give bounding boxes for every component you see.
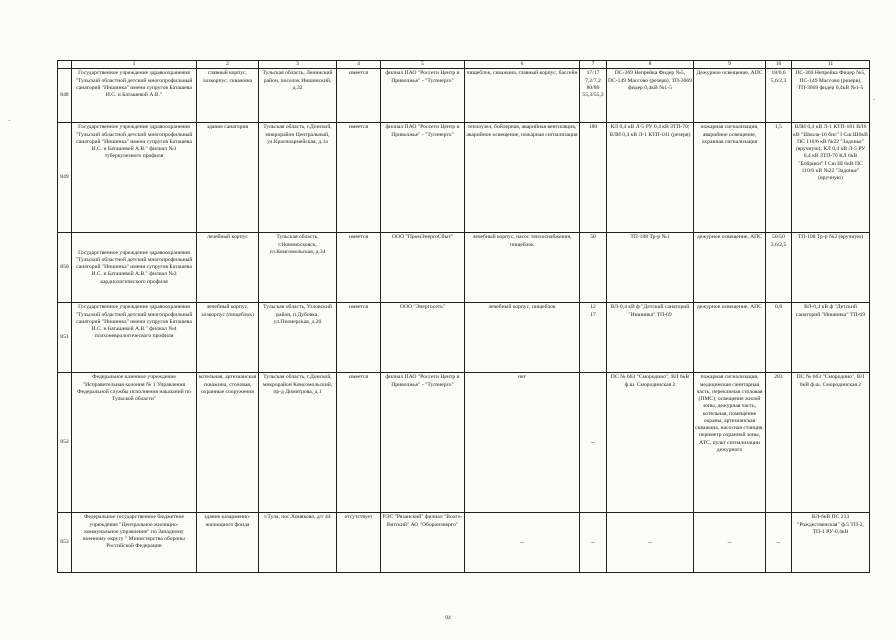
row-number: 849 bbox=[58, 123, 72, 233]
objects-cell: лечебный корпус, хозкорпус (пищеблок) bbox=[197, 303, 259, 373]
header-cell: 1 bbox=[72, 61, 197, 69]
organization-cell: Государственное учреждение здравоохранения "Тульский областной детский многопрофильный санаторий "Иншинка" имени супругов Баташева И.С. и Баташевой А.В." bbox=[72, 69, 197, 123]
systems-cell: Дежурное освещение, АПС bbox=[694, 69, 766, 123]
page-number: 94 bbox=[445, 615, 451, 621]
feed-line-cell: ПС № 663 "Смородино", ВЛ 6кВ ф.ш. Смородинская 2 bbox=[607, 373, 694, 513]
backup-source-cell: имеется bbox=[337, 123, 381, 233]
backup-source-cell: имеется bbox=[337, 233, 381, 303]
address-cell: Тульская область, г.Донской, микрорайон Комсомольский, пр-д Димитрова, д.1 bbox=[259, 373, 337, 513]
power-cell: – bbox=[580, 373, 607, 513]
table-row bbox=[58, 233, 870, 303]
header-cell: 4 bbox=[337, 61, 381, 69]
data-table bbox=[57, 60, 870, 573]
load-cell: 50/50 3,6/2,5 bbox=[766, 233, 792, 303]
supplier-cell: филиал ПАО "Россети Центр и Приволжье" - "Тулэнерго" bbox=[381, 69, 465, 123]
power-cell: 180 bbox=[580, 123, 607, 233]
systems-cell: дежурное освещение, АПС bbox=[694, 303, 766, 373]
address-cell: Тульская область, г.Донской, микрорайон Центральный, ул.Красноармейская, д.1а bbox=[259, 123, 337, 233]
row-number: 848 bbox=[58, 69, 72, 123]
backup-source-cell: имеется bbox=[337, 69, 381, 123]
header-cell: 7 bbox=[580, 61, 607, 69]
header-cell: 9 bbox=[694, 61, 766, 69]
feed-line-cell: ТП-108 Тр-р №1 bbox=[607, 233, 694, 303]
organization-cell: Федеральное государственное бюджетное учреждение "Центральное жилищно-коммунальное управление" по Западному военному округу " Министерства обороны Российской Федерации bbox=[72, 513, 197, 573]
systems-cell: – bbox=[694, 513, 766, 573]
table-row bbox=[58, 69, 870, 123]
supplier-cell: РЭС "Рязанский" филиал "Волго-Вятский" АО "Оборонэнерго" bbox=[381, 513, 465, 573]
reserve-line-cell: ВЛИ 0,4 кВ Л-1 КТП-181 ВЛ6 кВ "Школа-16 бис" I Сш Ш6кВ ПС 110/6 кВ №22 "Задонье" (вручную); КЛ 0,4 кВ Л-5 РУ 0,4 кВ ЗТП-70 КЛ 6кВ "Бобрики" I Сш Ш 6кВ ПС 110/6 кВ №22 "Задонье" (вручную) bbox=[792, 123, 870, 233]
organization-cell: Государственное учреждение здравоохранения "Тульский областной детский многопрофильный санаторий "Иншинка" имени супругов Баташева И.С. и Баташевой А.В." филиал №4 психоневрологического профиля bbox=[72, 303, 197, 373]
power-cell: 17/17 7,2/7,2 80/80 55,3/55,3 bbox=[580, 69, 607, 123]
backup-source-cell: имеется bbox=[337, 303, 381, 373]
critical-loads-cell: пищеблок, скважина, главный корпус, бассейн bbox=[465, 69, 580, 123]
load-cell: – bbox=[766, 513, 792, 573]
organization-cell: Государственное учреждение здравоохранения "Тульский областной детский многопрофильный санаторий "Иншинка" имени супругов Баташева И.С. и Баташевой А.В." филиал №1 туберкулезного профиля bbox=[72, 123, 197, 233]
supplier-cell: филиал ПАО "Россети Центр и Приволжье" - "Тулэнерго" bbox=[381, 373, 465, 513]
feed-line-cell: КЛ 0,4 кВ Л-5 РУ 0,4 кВ ЗТП-70; ВЛИ 0,4 кВ Л-1 КТП-181 (резерв) bbox=[607, 123, 694, 233]
critical-loads-cell: теплоузел, бойлерная, аварийная вентиляция, аварийное освещение, пожарная сигнализация bbox=[465, 123, 580, 233]
reserve-line-cell: ТП-108 Тр-р №2 (вручную) bbox=[792, 233, 870, 303]
header-cell-empty bbox=[58, 61, 72, 69]
header-cell: 2 bbox=[197, 61, 259, 69]
critical-loads-cell: – bbox=[465, 513, 580, 573]
critical-loads-cell: лечебный корпус, пищеблок bbox=[465, 303, 580, 373]
table-row bbox=[58, 123, 870, 233]
table-row bbox=[58, 373, 870, 513]
load-cell: 18/6,6 5,6/2,3 bbox=[766, 69, 792, 123]
reserve-line-cell: ПС № 663 "Смородино", ВЛ 6кВ ф.ш. Смородинская 2 bbox=[792, 373, 870, 513]
header-cell: 10 bbox=[766, 61, 792, 69]
critical-loads-cell: лечебный корпус, насос теплоснабжения, пищеблок bbox=[465, 233, 580, 303]
power-cell: – bbox=[580, 513, 607, 573]
supplier-cell: филиал ПАО "Россети Центр и Приволжье" - "Тулэнерго" bbox=[381, 123, 465, 233]
address-cell: Тульская область, г.Новомосковск, ул.Комсомольская, д.34 bbox=[259, 233, 337, 303]
margin-dot-right: · bbox=[873, 96, 876, 104]
feed-line-cell: – bbox=[607, 513, 694, 573]
header-cell: 6 bbox=[465, 61, 580, 69]
load-cell: 0,8 bbox=[766, 303, 792, 373]
objects-cell: котельная, артезианская скважина, столовая, охранные сооружения bbox=[197, 373, 259, 513]
critical-loads-cell: нет bbox=[465, 373, 580, 513]
load-cell: 1,5 bbox=[766, 123, 792, 233]
header-cell: 11 bbox=[792, 61, 870, 69]
organization-cell: Федеральное казенное учреждение "Исправительная колония № 1 Управления Федеральной службы исполнения наказаний по Тульской области" bbox=[72, 373, 197, 513]
header-cell: 3 bbox=[259, 61, 337, 69]
address-cell: Тульская область, Узловский район, п.Дубовка, ул.Пионерская, д.20 bbox=[259, 303, 337, 373]
reserve-line-cell: ВЛ-0,4 кВ ф "Детский санаторий "Иншинка" ТП-69 bbox=[792, 303, 870, 373]
backup-source-cell: имеется bbox=[337, 373, 381, 513]
supplier-cell: ООО "Энергосеть" bbox=[381, 303, 465, 373]
objects-cell: главный корпус, хозкорпус, скважина bbox=[197, 69, 259, 123]
address-cell: г.Тула, пос.Хомяково, д/г 44 bbox=[259, 513, 337, 573]
power-cell: 12 17 bbox=[580, 303, 607, 373]
row-number: 850 bbox=[58, 233, 72, 303]
load-cell: 283 bbox=[766, 373, 792, 513]
reserve-line-cell: ВЛ-6кВ ПС 213 "Рождественская" ф.5 ТП-2, ТП-1 РУ-0,4кВ bbox=[792, 513, 870, 573]
objects-cell: лечебный корпус bbox=[197, 233, 259, 303]
header-row bbox=[58, 61, 870, 69]
supplier-cell: ООО "ПромЭнергоСбыт" bbox=[381, 233, 465, 303]
backup-source-cell: отсутствует bbox=[337, 513, 381, 573]
table-row bbox=[58, 513, 870, 573]
header-cell: 8 bbox=[607, 61, 694, 69]
address-cell: Тульская область, Ленинский район, поселок Иншинский, д.32 bbox=[259, 69, 337, 123]
header-cell: 5 bbox=[381, 61, 465, 69]
organization-cell: Государственное учреждение здравоохранения "Тульский областной детский многопрофильный санаторий "Иншинка" имени супругов Баташева И.С. и Баташевой А.В." филиал №3 кардиологического профиля bbox=[72, 233, 197, 303]
objects-cell: здание санатория bbox=[197, 123, 259, 233]
row-number: 852 bbox=[58, 373, 72, 513]
systems-cell: пожарная сигнализация, медицинская санитарная часть, переключая столовая (ПМС), освещение жилой зоны, дежурная часть, котельная, помещение охраны, артезианская скважина, насосная станция, периметр охранной зоны, АТС, пульт сигнализации дежурного bbox=[694, 373, 766, 513]
row-number: 851 bbox=[58, 303, 72, 373]
systems-cell: пожарная сигнализация, аварийное освещение, охранная сигнализация bbox=[694, 123, 766, 233]
feed-line-cell: ПС-369 Непрейка Фидер №5, ПС-149 Массово (резерв), ТП-3069 фидер 0,4кВ №1-5 bbox=[607, 69, 694, 123]
systems-cell: дежурное освещение, АПС bbox=[694, 233, 766, 303]
margin-dot-left: · bbox=[8, 117, 11, 125]
reserve-line-cell: ПС-369 Непрейка Фидер №5, ПС-149 Массово (резерв), ТП-3069 фидер 0,4кВ №1-5 bbox=[792, 69, 870, 123]
table-row bbox=[58, 303, 870, 373]
power-cell: 50 bbox=[580, 233, 607, 303]
row-number: 853 bbox=[58, 513, 72, 573]
feed-line-cell: ВЛ-0,4 кВ ф "Детский санаторий "Иншинка" ТП-69 bbox=[607, 303, 694, 373]
objects-cell: здание казарменно-жилищного фонда bbox=[197, 513, 259, 573]
